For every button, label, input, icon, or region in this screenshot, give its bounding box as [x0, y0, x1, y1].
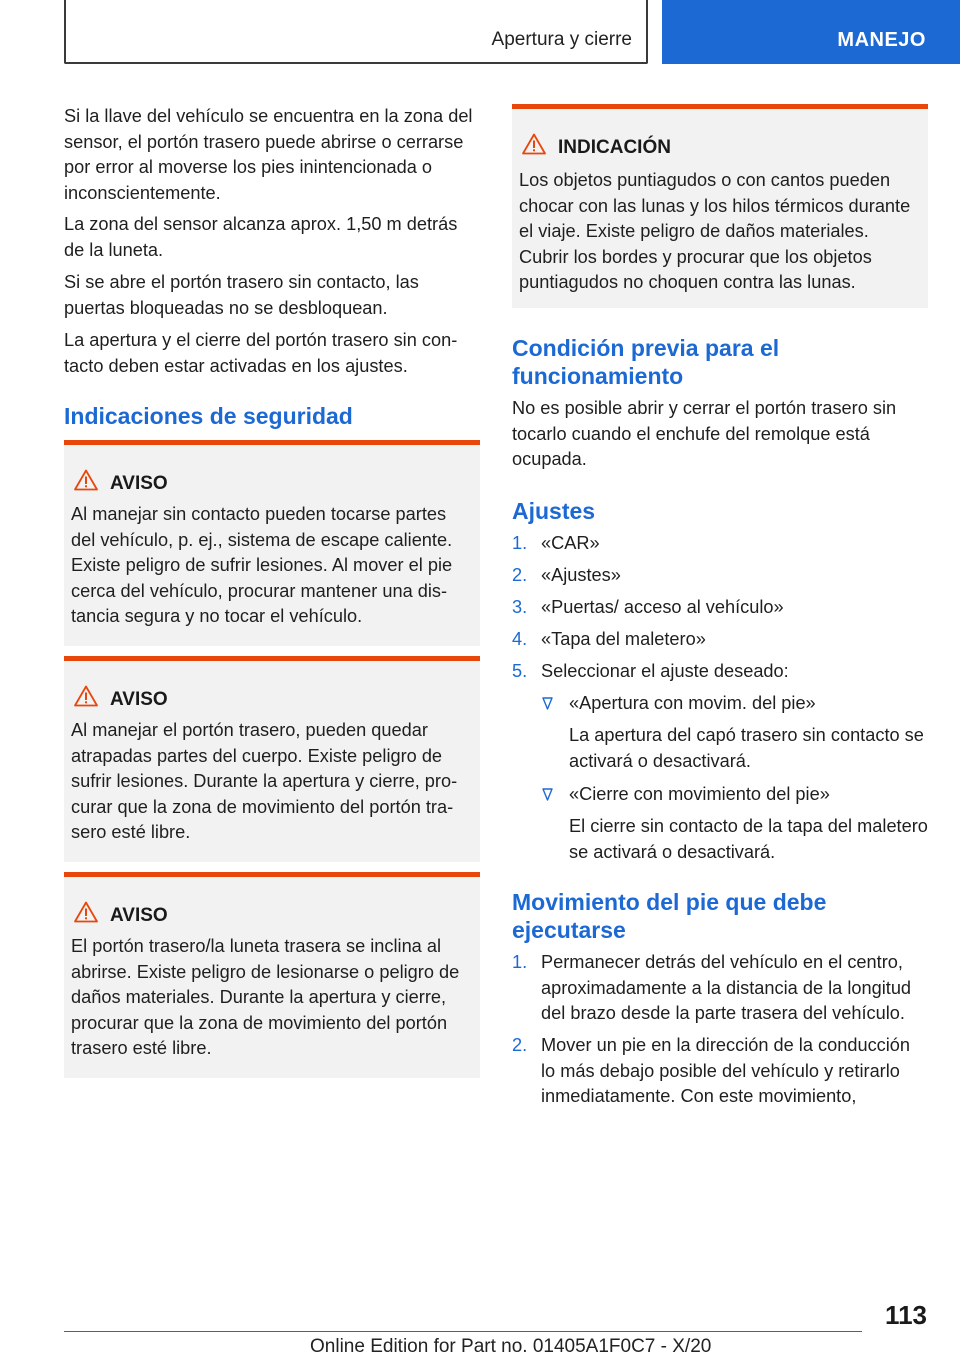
list-text: Seleccionar el ajuste deseado:	[541, 661, 789, 681]
option-label: «Cierre con movimiento del pie»	[569, 784, 830, 804]
warning-box	[64, 440, 480, 646]
warning-triangle-icon	[74, 469, 98, 491]
intro-paragraph: La apertura y el cierre del portón trasero sin contacto deben estar activadas en los ajustes.	[64, 330, 458, 376]
notice-text: Los objetos puntiagudos o con cantos pueden chocar con las lunas y los hilos térmicos durante el viaje. Existe peligro de daños materiales. Cubrir los bordes y procurar que los objetos puntiagudos no choquen contra las lunas.	[519, 170, 911, 292]
list-number: 2.	[512, 1035, 528, 1055]
notice-triangle-icon	[522, 133, 546, 155]
intro-paragraph: La zona del sensor alcanza aprox. 1,50 m detrás de la luneta.	[64, 214, 458, 260]
list-text: Permanecer detrás del vehículo en el centro, aproximadamente a la distancia de la longitud del brazo desde la parte trasera del vehículo.	[541, 952, 912, 1023]
list-text: «Ajustes»	[541, 565, 621, 585]
notice-box	[512, 104, 928, 308]
triangle-bullet-icon	[542, 788, 553, 801]
list-number: 2.	[512, 565, 528, 585]
header-section-box	[64, 0, 648, 64]
settings-heading: Ajustes	[512, 498, 596, 524]
warning-triangle-icon	[74, 685, 98, 707]
notice-title: INDICACIÓN	[558, 137, 671, 158]
header-section-title: Apertura y cierre	[491, 29, 632, 50]
footer-divider	[64, 1331, 862, 1332]
warning-title: AVISO	[110, 689, 168, 710]
intro-paragraph: Si se abre el portón trasero sin contacto, las puertas bloqueadas no se desbloquean.	[64, 272, 419, 318]
list-text: «Tapa del maletero»	[541, 629, 706, 649]
option-desc-text: El cierre sin contacto de la tapa del maletero se activará o desactivará.	[569, 816, 928, 862]
warning-title: AVISO	[110, 473, 168, 494]
list-number: 5.	[512, 661, 528, 681]
precondition-text: No es posible abrir y cerrar el portón trasero sin tocarlo cuando el enchufe del remolque está ocupada.	[512, 398, 897, 469]
warning-title: AVISO	[110, 905, 168, 926]
warning-text: El portón trasero/la luneta trasera se inclina al abrirse. Existe peligro de lesionarse o peligro de daños materiales. Durante la apertura y cierre, procurar que la zona de movimiento del portón trasero esté libre.	[71, 936, 460, 1058]
option-label: «Apertura con movim. del pie»	[569, 693, 816, 713]
page-number: 113	[885, 1300, 927, 1330]
list-number: 1.	[512, 533, 528, 553]
intro-paragraph: Si la llave del vehículo se encuentra en la zona del sensor, el portón trasero puede abrirse o cerrarse por error al moverse los pies inintencionada o inconscientemente.	[64, 106, 473, 203]
warning-text: Al manejar el portón trasero, pueden quedar atrapadas partes del cuerpo. Existe peligro de sufrir lesiones. Durante la apertura y cierre, procurar que la zona de movimiento del portón trasero esté libre.	[71, 720, 458, 842]
option-desc-text: La apertura del capó trasero sin contacto se activará o desactivará.	[569, 725, 924, 771]
list-text: Mover un pie en la dirección de la conducción lo más debajo posible del vehículo y retirarlo inmediatamente. Con este movimiento,	[541, 1035, 911, 1106]
warning-triangle-icon	[74, 901, 98, 923]
list-text: «CAR»	[541, 533, 600, 553]
movement-heading: Movimiento del pie que debe ejecutarse	[512, 889, 827, 943]
list-number: 3.	[512, 597, 528, 617]
warning-box	[64, 872, 480, 1078]
list-text: «Puertas/ acceso al vehículo»	[541, 597, 784, 617]
warning-box	[64, 656, 480, 862]
header-chapter-label: MANEJO	[837, 29, 926, 51]
header-chapter-tab	[662, 0, 960, 64]
precondition-heading: Condición previa para el funcionamiento	[512, 335, 780, 389]
warning-text: Al manejar sin contacto pueden tocarse partes del vehículo, p. ej., sistema de escape caliente. Existe peligro de sufrir lesiones. Al mover el pie cerca del vehículo, procurar mantener una distancia segura y no tocar el vehículo.	[71, 504, 453, 626]
safety-heading: Indicaciones de seguridad	[64, 403, 353, 429]
footer-edition: Online Edition for Part no. 01405A1F0C7 - X/20	[310, 1336, 712, 1357]
list-number: 1.	[512, 952, 528, 972]
list-number: 4.	[512, 629, 528, 649]
triangle-bullet-icon	[542, 697, 553, 710]
